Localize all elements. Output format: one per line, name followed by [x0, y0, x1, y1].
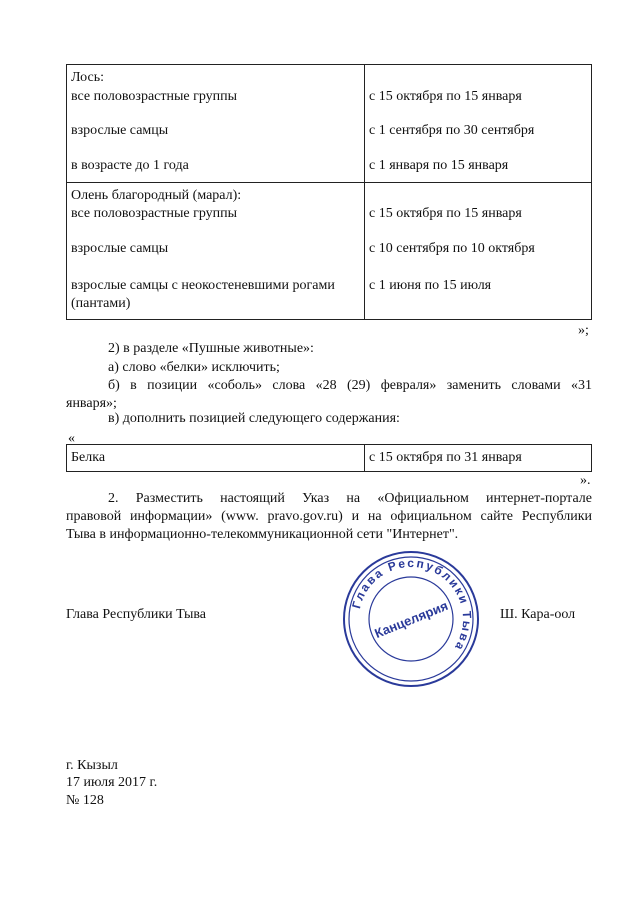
moose-row-2-who: взрослые самцы: [71, 123, 169, 138]
section2-b: [66, 377, 592, 413]
publication-paragraph: [66, 490, 592, 544]
section2-open-quote: «: [68, 431, 75, 446]
footer-city: г. Кызыл: [66, 758, 118, 773]
signatory-name: Ш. Кара-оол: [500, 607, 576, 622]
squirrel-who: Белка: [71, 450, 106, 465]
table-row-deer: [67, 183, 592, 320]
publication-line3: Тыва в информационно-телекоммуникационной сети "Интернет".: [66, 527, 459, 542]
deer-row-3-who-line1: взрослые самцы с неокостеневшими рогами: [71, 278, 335, 293]
signatory-title: Глава Республики Тыва: [66, 607, 207, 622]
moose-header: Лось:: [71, 70, 104, 85]
section2-item: 2) в разделе «Пушные животные»:: [108, 341, 314, 356]
moose-row-2-when: с 1 сентября по 30 сентября: [369, 123, 535, 138]
hunting-seasons-table: [66, 64, 592, 320]
deer-header: Олень благородный (марал):: [71, 188, 242, 203]
moose-row-3-when: с 1 января по 15 января: [369, 158, 509, 173]
section2-b-line1: б) в позиции «соболь» слова «28 (29) февраля» заменить словами «31: [108, 378, 592, 393]
seal-ring-text: Глава Республики Тыва: [349, 555, 475, 655]
official-seal: [340, 548, 482, 690]
section2-b-line2: января»;: [66, 396, 117, 411]
deer-row-1-who: все половозрастные группы: [71, 206, 238, 221]
section2-a: а) слово «белки» исключить;: [108, 360, 280, 375]
footer-date: 17 июля 2017 г.: [66, 775, 158, 790]
moose-row-1-who: все половозрастные группы: [71, 89, 238, 104]
moose-dates-cell: [365, 65, 592, 183]
footer-number: № 128: [66, 793, 104, 808]
section2-c: в) дополнить позицией следующего содержания:: [108, 411, 400, 426]
publication-line2: правовой информации» (www. pravo.gov.ru) и на официальном сайте Республики: [66, 509, 592, 524]
deer-row-1-when: с 15 октября по 15 января: [369, 206, 522, 221]
table2-close-quote: ».: [580, 473, 591, 488]
table-row-squirrel: [67, 445, 592, 472]
deer-row-2-when: с 10 сентября по 10 октября: [369, 241, 535, 256]
table-row-moose: [67, 65, 592, 183]
deer-row-3-when: с 1 июня по 15 июля: [369, 278, 492, 293]
deer-row-2-who: взрослые самцы: [71, 241, 169, 256]
squirrel-species-cell: [67, 445, 365, 472]
squirrel-dates-cell: [365, 445, 592, 472]
squirrel-table: [66, 444, 592, 472]
deer-dates-cell: [365, 183, 592, 320]
table1-close-quote: »;: [578, 323, 589, 338]
moose-row-1-when: с 15 октября по 15 января: [369, 89, 522, 104]
squirrel-when: с 15 октября по 31 января: [369, 450, 522, 465]
moose-row-3-who: в возрасте до 1 года: [71, 158, 189, 173]
deer-row-3-who-line2: (пантами): [71, 296, 131, 311]
publication-line1: 2. Разместить настоящий Указ на «Официальном интернет-портале: [108, 491, 592, 506]
deer-species-cell: [67, 183, 365, 320]
moose-species-cell: [67, 65, 365, 183]
seal-center-text: Канцелярия: [372, 597, 451, 641]
